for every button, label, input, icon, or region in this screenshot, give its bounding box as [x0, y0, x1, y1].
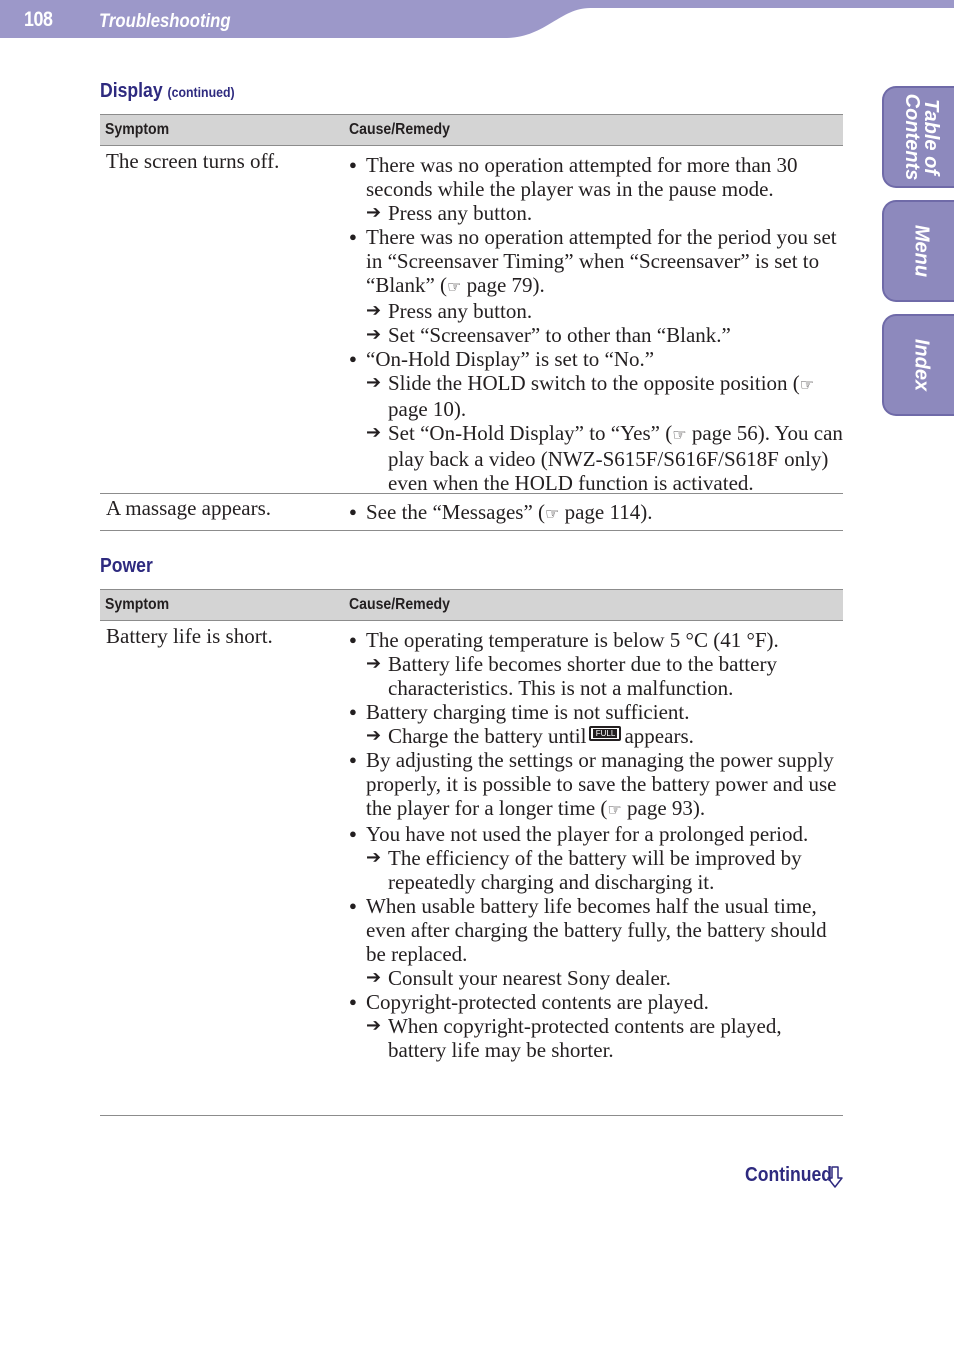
page-ref-icon: ☞	[799, 375, 815, 394]
list-item: ➔ Set “Screensaver” to other than “Blank.”	[349, 323, 843, 347]
remedy-list	[349, 146, 843, 495]
section-name: Troubleshooting	[99, 11, 231, 32]
tab-table-of-contents[interactable]	[882, 86, 954, 188]
list-item: ➔ When copyright-protected contents are played, battery life may be shorter.	[349, 1014, 843, 1062]
header-symptom: Symptom	[105, 596, 170, 613]
list-item: ● There was no operation attempted for the period you set in “Screensaver Timing” when “Screensaver” is set to “Blank” (☞ page 79).	[349, 225, 843, 299]
continued-suffix: (continued)	[167, 84, 235, 100]
page-number: 108	[24, 8, 53, 31]
header-symptom: Symptom	[105, 121, 170, 138]
list-item: ● The operating temperature is below 5 °C (41 °F).	[349, 628, 843, 652]
list-item: ● See the “Messages” (☞ page 114).	[349, 500, 843, 526]
power-table	[100, 589, 843, 1116]
tab-label: Index	[910, 338, 933, 392]
list-item: ● There was no operation attempted for more than 30 seconds while the player was in the pause mode.	[349, 153, 843, 201]
arrow-down-icon	[827, 1166, 843, 1188]
table-row	[100, 621, 843, 1116]
list-item: ➔ Charge the battery until FULL appears.	[349, 724, 843, 748]
list-item: ● “On-Hold Display” is set to “No.”	[349, 347, 843, 371]
list-item: ➔ Slide the HOLD switch to the opposite position (☞ page 10).	[349, 371, 843, 421]
list-item: ● You have not used the player for a prolonged period.	[349, 822, 843, 846]
remedy-list	[349, 494, 843, 526]
list-item: ➔ Battery life becomes shorter due to the battery characteristics. This is not a malfunction.	[349, 652, 843, 700]
page-ref-icon: ☞	[607, 800, 622, 819]
battery-full-icon: FULL	[589, 726, 621, 741]
symptom-text: A massage appears.	[106, 496, 272, 520]
continued-label: Continued	[745, 1164, 833, 1186]
tab-menu[interactable]	[882, 200, 954, 302]
continued-link[interactable]	[745, 1164, 844, 1187]
list-item: ➔ The efficiency of the battery will be improved by repeatedly charging and discharging it.	[349, 846, 843, 894]
list-item: ● By adjusting the settings or managing the power supply properly, it is possible to save the battery power and use the player for a longer time (☞ page 93).	[349, 748, 843, 822]
table-header	[100, 589, 843, 621]
list-item: ➔ Press any button.	[349, 299, 843, 323]
tab-index[interactable]	[882, 314, 954, 416]
tab-label: Menu	[910, 224, 933, 278]
list-item: ● Battery charging time is not sufficient.	[349, 700, 843, 724]
page-ref-icon: ☞	[672, 425, 687, 444]
display-table	[100, 114, 843, 531]
power-section-title: Power	[100, 555, 153, 577]
table-row	[100, 146, 843, 494]
list-item: ➔ Set “On-Hold Display” to “Yes” (☞ page 56). You can play back a video (NWZ-S615F/S616F/S618F only) even when the HOLD function is activated.	[349, 421, 843, 495]
display-section-title: Display (continued)	[100, 80, 235, 102]
symptom-text: Battery life is short.	[106, 624, 273, 648]
symptom-text: The screen turns off.	[106, 149, 280, 173]
page-ref-icon: ☞	[447, 277, 462, 296]
header-cause-remedy: Cause/Remedy	[349, 121, 450, 138]
remedy-list	[349, 621, 843, 1062]
table-header	[100, 114, 843, 146]
list-item: ● Copyright-protected contents are played.	[349, 990, 843, 1014]
page-header	[0, 0, 954, 40]
list-item: ➔ Press any button.	[349, 201, 843, 225]
table-row	[100, 494, 843, 531]
tab-label: Table of Contents	[901, 93, 942, 181]
page-ref-icon: ☞	[545, 504, 560, 523]
list-item: ➔ Consult your nearest Sony dealer.	[349, 966, 843, 990]
list-item: ● When usable battery life becomes half the usual time, even after charging the battery fully, the battery should be replaced.	[349, 894, 843, 966]
header-cause-remedy: Cause/Remedy	[349, 596, 450, 613]
